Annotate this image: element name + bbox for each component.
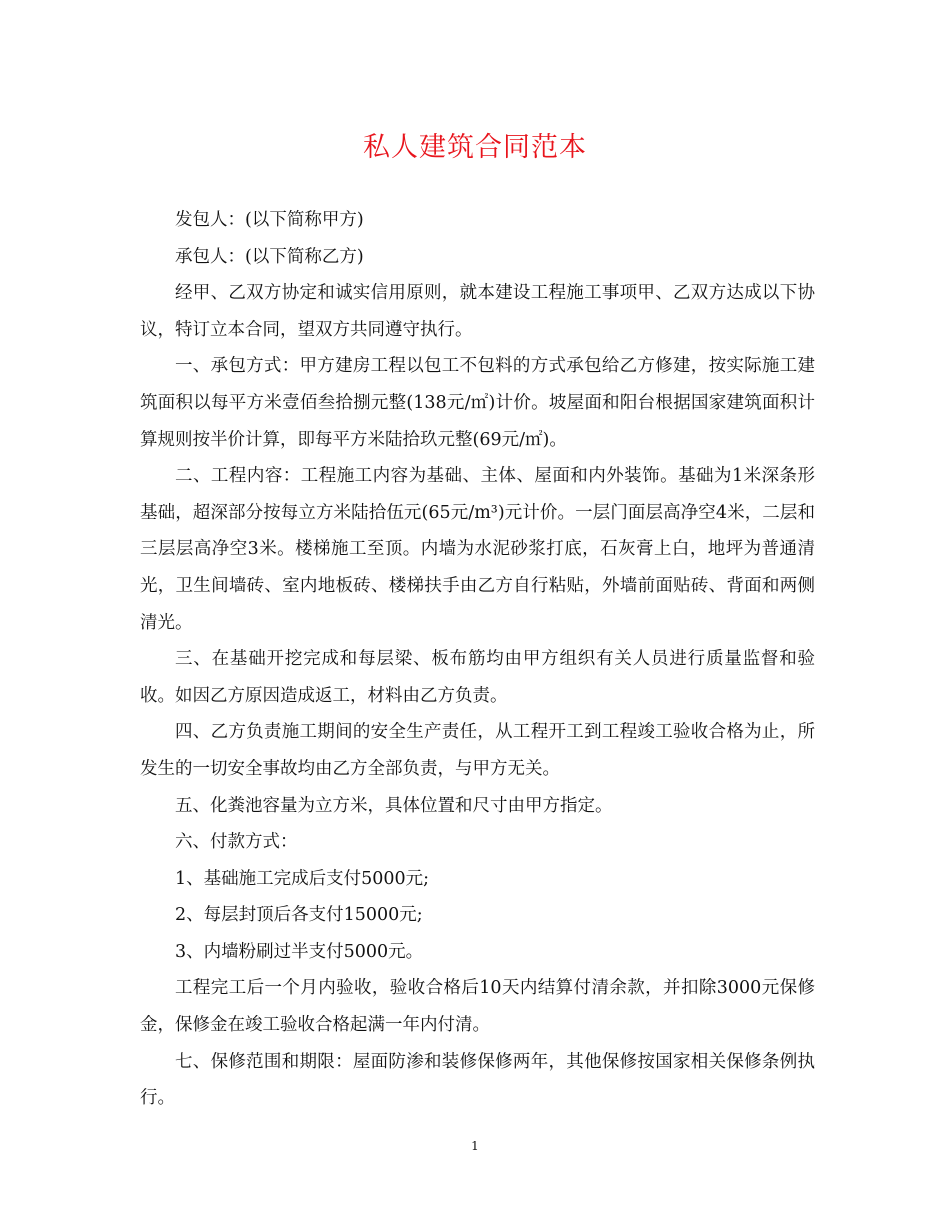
paragraph-payment-2: 2、每层封顶后各支付15000元;	[175, 905, 423, 926]
page-number: 1	[471, 1139, 479, 1153]
paragraph-clause-3: 三、在基础开挖完成和每层梁、板布筋均由甲方组织有关人员进行质量监督和验收。如因乙方原因造成返工，材料由乙方负责。	[140, 649, 815, 706]
paragraph-clause-5: 五、化粪池容量为立方米，具体位置和尺寸由甲方指定。	[175, 795, 613, 816]
paragraph-payment-1: 1、基础施工完成后支付5000元;	[175, 868, 430, 889]
paragraph-clause-4: 四、乙方负责施工期间的安全生产责任，从工程开工到工程竣工验收合格为止，所发生的一切安全事故均由乙方全部负责，与甲方无关。	[140, 722, 815, 779]
paragraph-clause-1: 一、承包方式：甲方建房工程以包工不包料的方式承包给乙方修建，按实际施工建筑面积以每平方米壹佰叁拾捌元整(138元/㎡)计价。坡屋面和阳台根据国家建筑面积计算规则按半价计算，即每平方米陆拾玖元整(69元/㎡)。	[140, 356, 815, 450]
paragraph-contractor: 承包人：(以下简称乙方)	[175, 246, 364, 267]
paragraph-employer: 发包人：(以下简称甲方)	[175, 210, 364, 230]
paragraph-settlement: 工程完工后一个月内验收，验收合格后10天内结算付清余款，并扣除3000元保修金，保修金在竣工验收合格起满一年内付清。	[140, 978, 815, 1036]
paragraph-clause-2: 二、工程内容：工程施工内容为基础、主体、屋面和内外装饰。基础为1米深条形基础，超深部分按每立方米陆拾伍元(65元/m³)元计价。一层门面层高净空4米，二层和三层层高净空3米。楼梯施工至顶。内墙为水泥砂浆打底，石灰膏上白，地坪为普通清光，卫生间墙砖、室内地板砖、楼梯扶手由乙方自行粘贴，外墙前面贴砖、背面和两侧清光。	[140, 466, 815, 633]
document-body	[140, 202, 815, 1117]
paragraph-preamble: 经甲、乙双方协定和诚实信用原则，就本建设工程施工事项甲、乙双方达成以下协议，特订立本合同，望双方共同遵守执行。	[140, 283, 815, 340]
paragraph-clause-6: 六、付款方式：	[175, 832, 298, 853]
paragraph-clause-7: 七、保修范围和期限：屋面防渗和装修保修两年，其他保修按国家相关保修条例执行。	[140, 1051, 815, 1109]
paragraph-payment-3: 3、内墙粉刷过半支付5000元。	[175, 941, 424, 962]
document-title: 私人建筑合同范本	[363, 132, 587, 163]
